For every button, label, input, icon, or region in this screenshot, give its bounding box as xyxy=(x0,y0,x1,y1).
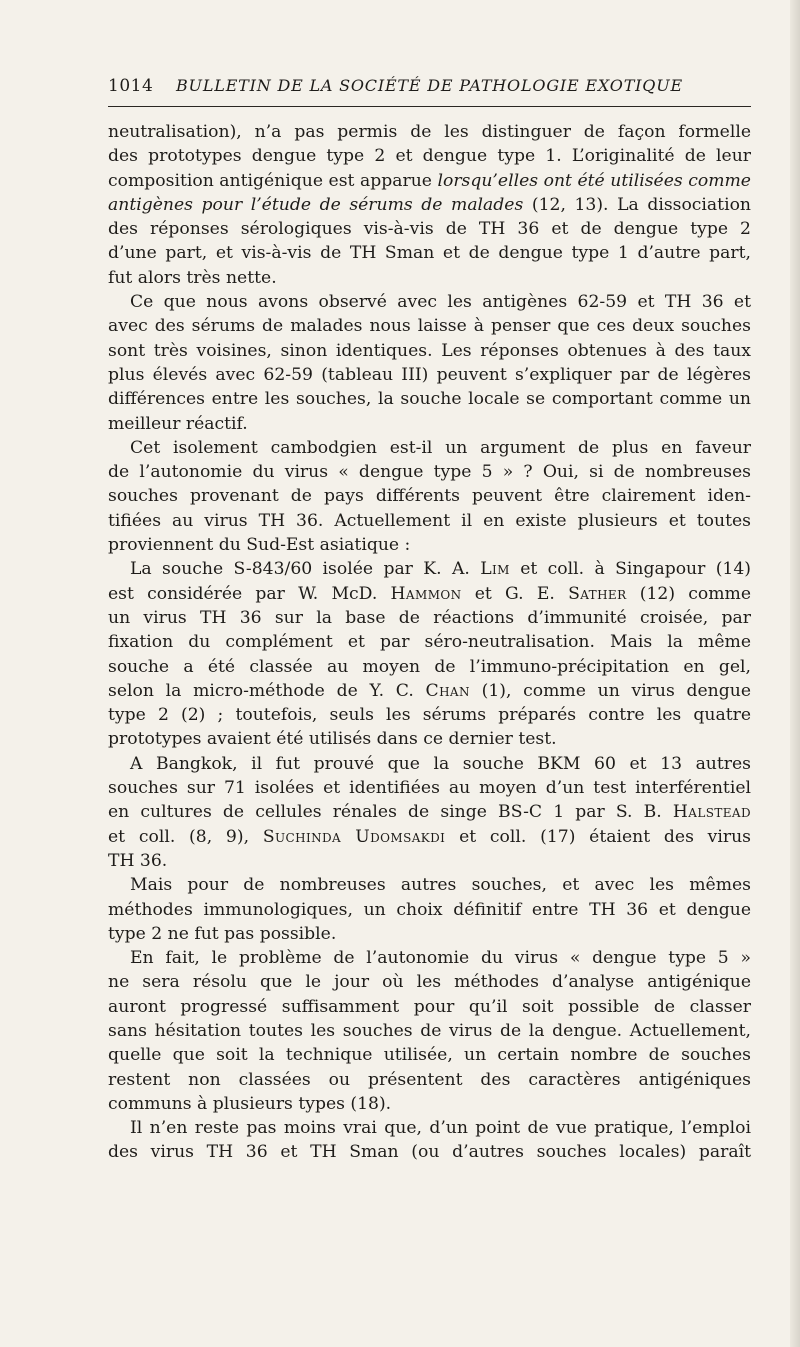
paragraph xyxy=(108,946,751,1116)
author-name: Hammon xyxy=(390,583,462,604)
text-run: méthodes immunologiques, un choix définitif entre TH 36 et dengue xyxy=(108,899,751,920)
text-run: restent non classées ou présentent des caractères antigéniques xyxy=(108,1069,751,1090)
text-line xyxy=(108,1043,751,1067)
text-run: neutralisation), n’a pas permis de les distinguer de façon formelle xyxy=(108,122,751,142)
text-run: type 2 ne fut pas possible. xyxy=(108,923,337,944)
paragraph xyxy=(108,120,751,290)
text-run: plus élevés avec 62-59 (tableau III) peuvent s’expliquer par de légères xyxy=(108,364,751,385)
text-line xyxy=(108,484,751,508)
text-run: et coll. (8, 9), xyxy=(108,826,263,847)
text-run: des virus TH 36 et TH Sman (ou d’autres souches locales) paraît xyxy=(108,1142,751,1163)
text-line xyxy=(108,970,751,994)
author-name: Lim xyxy=(480,559,510,580)
text-run: en cultures de cellules rénales de singe BS-C 1 par S. B. xyxy=(108,802,673,823)
text-run: ne sera résolu que le jour où les méthodes d’analyse antigénique xyxy=(108,972,751,993)
text-line xyxy=(108,849,751,873)
paragraph xyxy=(108,290,751,436)
text-line xyxy=(108,800,751,824)
paragraph xyxy=(108,1116,751,1165)
text-line xyxy=(108,363,751,387)
author-name: Suchinda Udomsakdi xyxy=(262,826,446,847)
text-line xyxy=(108,630,751,654)
text-line xyxy=(108,436,751,460)
paragraph xyxy=(108,752,751,873)
text-run: selon la micro-méthode de Y. C. xyxy=(108,680,426,701)
author-name: Chan xyxy=(425,680,470,701)
text-run: et coll. (17) étaient des virus xyxy=(445,826,751,847)
text-run: est considérée par W. McD. xyxy=(108,583,391,604)
text-line xyxy=(108,606,751,630)
text-run: (12) comme xyxy=(626,583,751,604)
text-line xyxy=(108,314,751,338)
text-run: auront progressé suffisamment pour qu’il soit possible de classer xyxy=(108,996,751,1017)
text-run: tifiées au virus TH 36. Actuellement il en existe plusieurs et toutes xyxy=(108,510,751,531)
text-run: sont très voisines, sinon identiques. Les réponses obtenues à des taux xyxy=(108,340,751,361)
text-line xyxy=(108,217,751,241)
text-line xyxy=(108,290,751,314)
text-line xyxy=(108,946,751,970)
text-line xyxy=(108,1092,751,1116)
text-run: (1), comme un virus dengue xyxy=(469,680,751,701)
author-name: Sather xyxy=(568,583,627,604)
text-run: de l’autonomie du virus « dengue type 5 » ? Oui, si de nombreuses xyxy=(108,462,751,483)
text-line xyxy=(108,120,751,144)
paragraph xyxy=(108,557,751,751)
text-run: composition antigénique est apparue xyxy=(108,170,438,191)
text-line xyxy=(108,995,751,1019)
text-run: différences entre les souches, la souche locale se comportant comme un xyxy=(108,389,751,410)
text-run: type 2 (2) ; toutefois, seuls les sérums préparés contre les quatre xyxy=(108,705,751,726)
text-line xyxy=(108,1019,751,1043)
text-run: meilleur réactif. xyxy=(108,413,248,434)
page-edge-shadow xyxy=(790,0,800,1347)
text-line xyxy=(108,460,751,484)
text-line xyxy=(108,509,751,533)
text-run: sans hésitation toutes les souches de virus de la dengue. Actuellement, xyxy=(108,1020,751,1041)
italic-text: antigènes pour l’étude de sérums de malades xyxy=(108,194,524,215)
text-line xyxy=(108,1116,751,1140)
article-body xyxy=(108,120,751,1165)
author-name: Halstead xyxy=(672,802,751,823)
text-run: prototypes avaient été utilisés dans ce dernier test. xyxy=(108,729,557,750)
text-run: Ce que nous avons observé avec les antigènes 62-59 et TH 36 et xyxy=(130,292,751,313)
text-line xyxy=(108,776,751,800)
text-run: et coll. à Singapour (14) xyxy=(509,559,751,580)
text-run: des prototypes dengue type 2 et dengue type 1. L’originalité de leur xyxy=(108,146,751,167)
text-line xyxy=(108,825,751,849)
text-line xyxy=(108,873,751,897)
text-line xyxy=(108,582,751,606)
running-title: BULLETIN DE LA SOCIÉTÉ DE PATHOLOGIE EXOTIQUE xyxy=(176,76,683,95)
paragraph xyxy=(108,436,751,557)
header-rule xyxy=(108,106,751,107)
text-run: d’une part, et vis-à-vis de TH Sman et de dengue type 1 d’autre part, xyxy=(108,243,751,264)
text-run: souche a été classée au moyen de l’immuno-précipitation en gel, xyxy=(108,656,751,677)
text-line xyxy=(108,922,751,946)
text-line xyxy=(108,727,751,751)
text-line xyxy=(108,144,751,168)
text-run: avec des sérums de malades nous laisse à penser que ces deux souches xyxy=(108,316,751,337)
text-run: souches sur 71 isolées et identifiées au moyen d’un test interférentiel xyxy=(108,778,751,799)
text-line xyxy=(108,1140,751,1164)
text-line xyxy=(108,412,751,436)
text-line xyxy=(108,266,751,290)
text-run: (12, 13). La dissociation xyxy=(523,194,751,215)
text-run: un virus TH 36 sur la base de réactions d’immunité croisée, par xyxy=(108,607,751,628)
text-line xyxy=(108,703,751,727)
text-line xyxy=(108,1068,751,1092)
text-line xyxy=(108,241,751,265)
paragraph xyxy=(108,873,751,946)
text-line xyxy=(108,679,751,703)
text-line xyxy=(108,387,751,411)
text-line xyxy=(108,898,751,922)
text-line xyxy=(108,533,751,557)
text-run: souches provenant de pays différents peuvent être clairement iden- xyxy=(108,486,751,507)
page-number: 1014 xyxy=(108,76,154,96)
text-run: fut alors très nette. xyxy=(108,267,277,288)
italic-text: lorsqu’elles ont été utilisées comme xyxy=(437,170,751,191)
text-run: et G. E. xyxy=(461,583,569,604)
text-run: des réponses sérologiques vis-à-vis de TH 36 et de dengue type 2 xyxy=(108,219,751,240)
page-header xyxy=(108,76,751,100)
text-line xyxy=(108,169,751,193)
text-line xyxy=(108,339,751,363)
text-run: Cet isolement cambodgien est-il un argument de plus en faveur xyxy=(130,437,751,458)
text-run: La souche S-843/60 isolée par K. A. xyxy=(130,559,481,580)
text-run: fixation du complément et par séro-neutralisation. Mais la même xyxy=(108,632,751,653)
text-line xyxy=(108,193,751,217)
text-run: communs à plusieurs types (18). xyxy=(108,1093,392,1114)
text-line xyxy=(108,557,751,581)
text-run: Il n’en reste pas moins vrai que, d’un point de vue pratique, l’emploi xyxy=(130,1118,751,1139)
text-run: A Bangkok, il fut prouvé que la souche BKM 60 et 13 autres xyxy=(130,753,751,774)
text-run: quelle que soit la technique utilisée, un certain nombre de souches xyxy=(108,1045,751,1066)
text-run: En fait, le problème de l’autonomie du virus « dengue type 5 » xyxy=(130,948,751,969)
text-run: TH 36. xyxy=(108,850,168,871)
text-run: proviennent du Sud-Est asiatique : xyxy=(108,535,411,556)
text-line xyxy=(108,655,751,679)
text-run: Mais pour de nombreuses autres souches, et avec les mêmes xyxy=(130,875,751,896)
text-line xyxy=(108,752,751,776)
